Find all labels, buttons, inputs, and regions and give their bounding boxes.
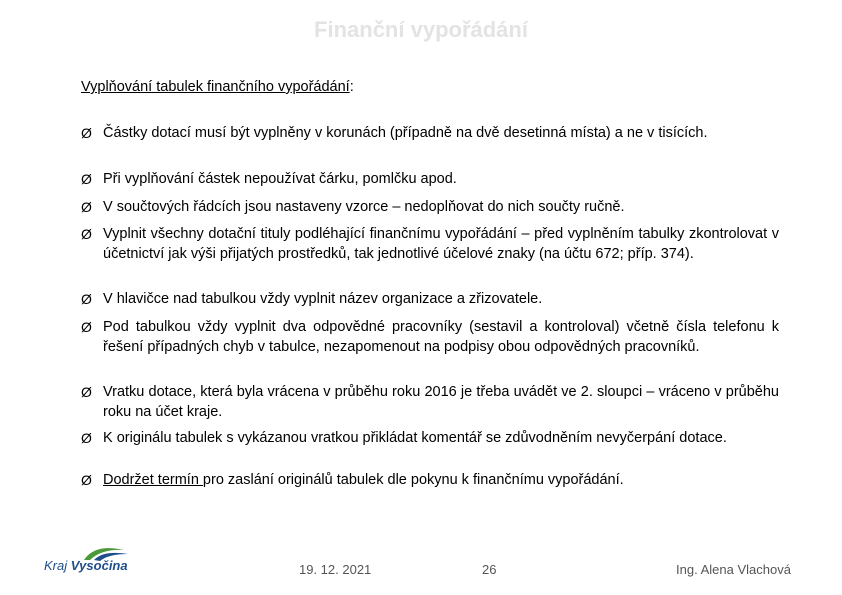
arrow-bullet-icon: Ø xyxy=(81,430,92,446)
list-item: Ø V součtových řádcích jsou nastaveny vzorce – nedoplňovat do nich součty ručně. xyxy=(81,198,779,218)
list-item: Ø V hlavičce nad tabulkou vždy vyplnit název organizace a zřizovatele. xyxy=(81,290,779,310)
list-item: Ø Částky dotací musí být vyplněny v korunách (případně na dvě desetinná místa) a ne v tisících. xyxy=(81,124,779,144)
arrow-bullet-icon: Ø xyxy=(81,291,92,307)
list-item: Ø Vratku dotace, která byla vrácena v průběhu roku 2016 je třeba uvádět ve 2. sloupci – vráceno v průběhu roku na účet kraje. xyxy=(81,384,779,420)
section-heading xyxy=(81,79,354,95)
footer-date: 19. 12. 2021 xyxy=(299,562,372,577)
list-item: Ø Vyplnit všechny dotační tituly podléhající finančnímu vypořádání – před vyplněním tabulky zkontrolovat v účetnictví jak výši přijatých prostředků, tak jednotlivé účelové znaky (na účtu 672; příp. 374). xyxy=(81,226,779,262)
arrow-bullet-icon: Ø xyxy=(81,472,92,488)
arrow-bullet-icon: Ø xyxy=(81,319,92,335)
kraj-vysocina-logo xyxy=(44,544,136,580)
arrow-bullet-icon: Ø xyxy=(81,199,92,215)
list-item: Ø K originálu tabulek s vykázanou vratkou přikládat komentář se zdůvodněním nevyčerpání dotace. xyxy=(81,429,779,449)
arrow-bullet-icon: Ø xyxy=(81,171,92,187)
section-heading-colon: : xyxy=(349,79,354,95)
arrow-bullet-icon: Ø xyxy=(81,384,92,400)
slide-title: Finanční vypořádání xyxy=(314,17,528,42)
footer-author: Ing. Alena Vlachová xyxy=(676,562,791,577)
logo-wordmark: Kraj Vysočina xyxy=(44,558,128,573)
arrow-bullet-icon: Ø xyxy=(81,226,92,242)
section-heading-text: Vyplňování tabulek finančního vypořádání xyxy=(81,79,350,95)
deadline-emphasis: Dodržet termín xyxy=(103,472,203,488)
footer-page-number: 26 xyxy=(482,562,497,577)
list-item: Ø Dodržet termín pro zaslání originálů tabulek dle pokynu k finančnímu vypořádání. xyxy=(81,471,779,491)
arrow-bullet-icon: Ø xyxy=(81,125,92,141)
list-item: Ø Pod tabulkou vždy vyplnit dva odpovědné pracovníky (sestavil a kontroloval) včetně čísla telefonu k řešení případných chyb v tabulce, nezapomenout na podpisy obou odpovědných pracovníků. xyxy=(81,319,779,355)
list-item: Ø Při vyplňování částek nepoužívat čárku, pomlčku apod. xyxy=(81,170,779,190)
